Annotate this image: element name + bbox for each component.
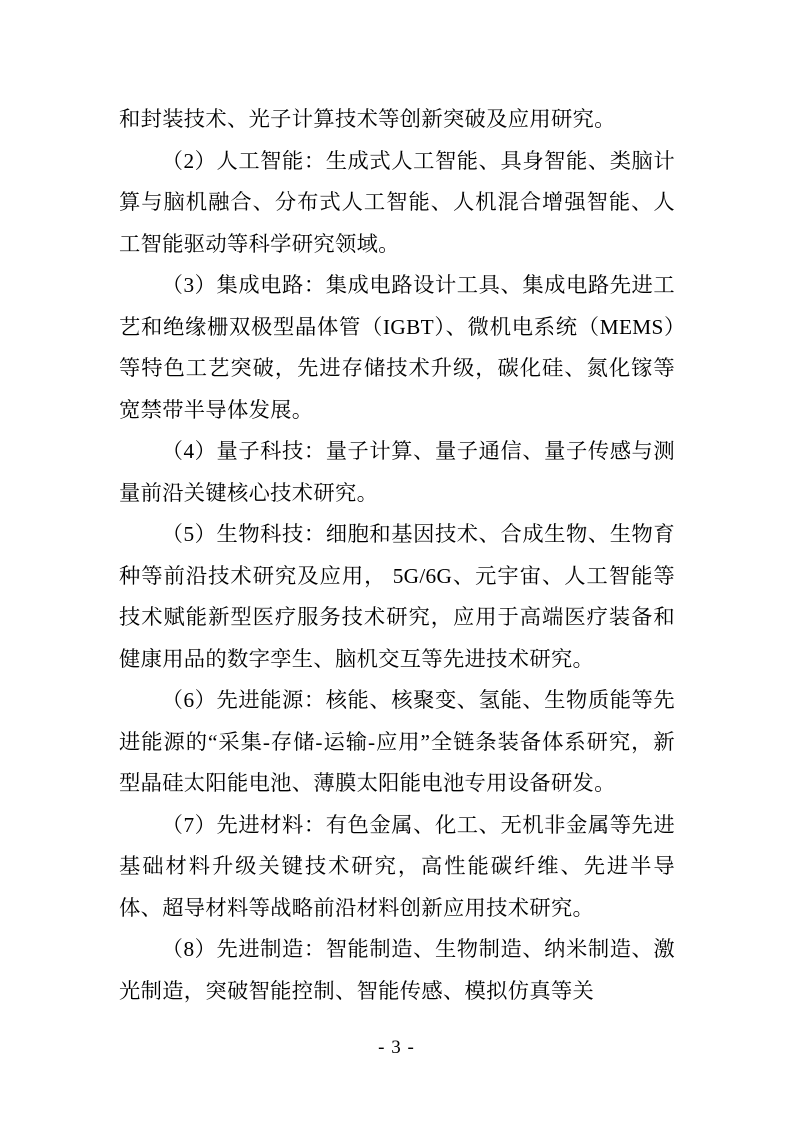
paragraph-item-5-biotechnology: （5）生物科技：细胞和基因技术、合成生物、生物育种等前沿技术研究及应用， 5G/6G、元宇宙、人工智能等技术赋能新型医疗服务技术研究，应用于高端医疗装备和健康用品的数字孪生、脑机交互等先进技术研究。: [119, 522, 675, 671]
document-body: [119, 99, 675, 1012]
page-footer: [0, 1036, 793, 1060]
paragraph-item-4-quantum-technology: （4）量子科技：量子计算、量子通信、量子传感与测量前沿关键核心技术研究。: [119, 439, 675, 505]
paragraph-item-7-advanced-materials: （7）先进材料：有色金属、化工、无机非金属等先进基础材料升级关键技术研究，高性能碳纤维、先进半导体、超导材料等战略前沿材料创新应用技术研究。: [119, 812, 675, 920]
paragraph-item-2-artificial-intelligence: （2）人工智能：生成式人工智能、具身智能、类脑计算与脑机融合、分布式人工智能、人机混合增强智能、人工智能驱动等科学研究领域。: [119, 148, 675, 256]
page-number: - 3 -: [378, 1037, 415, 1058]
paragraph-continuation: 和封装技术、光子计算技术等创新突破及应用研究。: [119, 107, 616, 131]
paragraph-item-6-advanced-energy: （6）先进能源：核能、核聚变、氢能、生物质能等先进能源的“采集-存储-运输-应用”全链条装备体系研究，新型晶硅太阳能电池、薄膜太阳能电池专用设备研发。: [119, 688, 675, 795]
paragraph-item-8-advanced-manufacturing: （8）先进制造：智能制造、生物制造、纳米制造、激光制造，突破智能控制、智能传感、模拟仿真等关: [119, 937, 675, 1003]
paragraph-item-3-integrated-circuits: （3）集成电路：集成电路设计工具、集成电路先进工艺和绝缘栅双极型晶体管（IGBT）、微机电系统（MEMS）等特色工艺突破，先进存储技术升级，碳化硅、氮化镓等宽禁带半导体发展。: [119, 273, 675, 422]
